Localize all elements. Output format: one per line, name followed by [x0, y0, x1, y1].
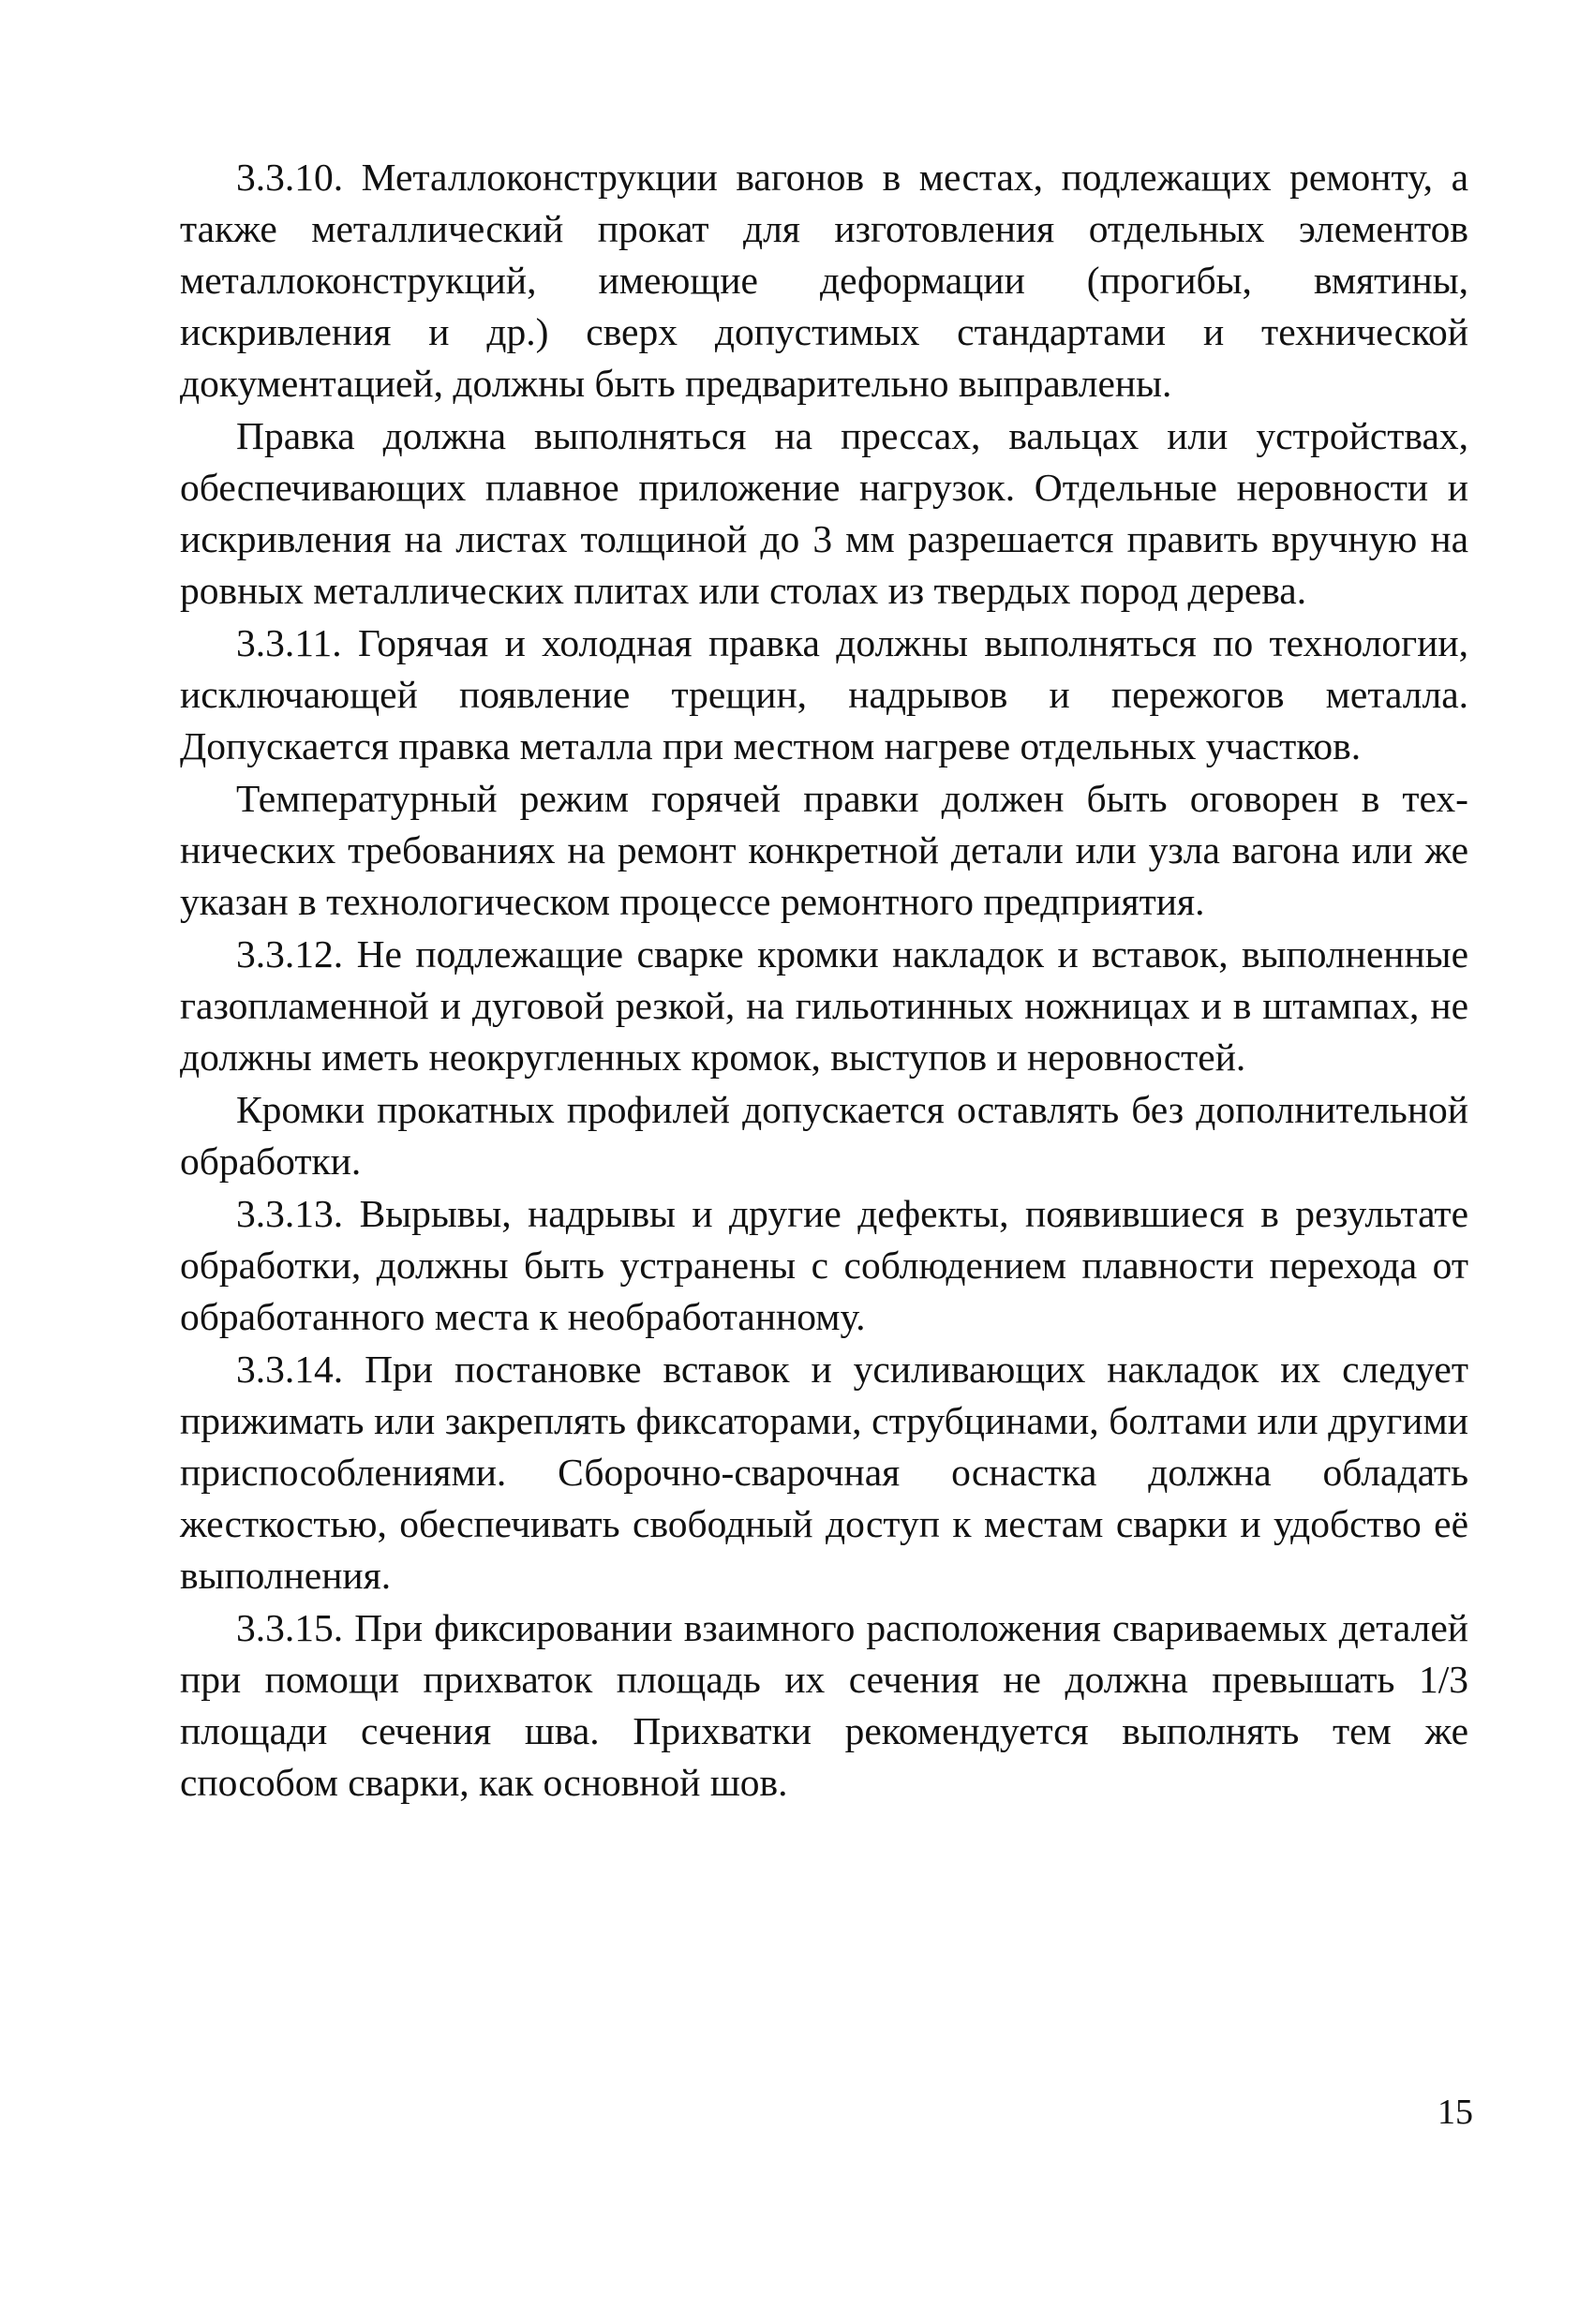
paragraph-hot-straightening-mode: Температурный режим горячей правки должен быть оговорен в технических требованиях на ремонт конкретной детали или узла вагона или же указан в технологическом процессе ремонтного предприятия. — [180, 777, 1468, 923]
paragraph-3-3-14: 3.3.14. При постановке вставок и усиливающих накладок их следует прижимать или закреплять фиксаторами, струбцинами, болтами или другими приспособлениями. Сборочно-сварочная оснастка должна обладать жесткостью, обеспечивать свободный доступ к местам сварки и удобство её выполнения. — [180, 1348, 1468, 1597]
paragraph-straightening-methods: Правка должна выполняться на прессах, вальцах или устройствах, обеспечивающих плавное приложение нагрузок. Отдельные неровности и искривления на листах толщиной до 3 мм разрешается править вручную на ровных металлических плитах или столах из твердых пород дерева. — [180, 414, 1468, 612]
paragraph-3-3-13: 3.3.13. Вырывы, надрывы и другие дефекты, появившиеся в результате обработки, должны быть устранены с соблюдением плавности перехода от обработанного места к необработанному. — [180, 1192, 1468, 1338]
paragraph-3-3-15: 3.3.15. При фиксировании взаимного расположения свариваемых деталей при помощи прихваток площадь их сечения не должна превышать 1/3 площади сечения шва. Прихватки рекомендуется выполнять тем же способом сварки, как основной шов. — [180, 1606, 1468, 1804]
page-number: 15 — [1438, 2093, 1473, 2132]
paragraph-rolled-profile-edges: Кромки прокатных профилей допускается оставлять без дополнительной обработки. — [180, 1088, 1468, 1183]
body-text — [180, 152, 1468, 1809]
paragraph-3-3-12: 3.3.12. Не подлежащие сварке кромки накладок и вставок, выполненные газопламенной и дуговой резкой, на гильотинных ножницах и в штампах, не должны иметь неокругленных кромок, выступов и неровностей. — [180, 932, 1468, 1079]
paragraph-3-3-10: 3.3.10. Металлоконструкции вагонов в местах, подлежащих ремонту, а также металлический прокат для изготовления отдельных элементов металлоконструкций, имеющие деформации (прогибы, вмятины, искривления и др.) сверх допустимых стандартами и технической документацией, должны быть предварительно выправлены. — [180, 156, 1468, 405]
paragraph-3-3-11: 3.3.11. Горячая и холодная правка должны выполняться по технологии, исключающей появление трещин, надрывов и пережогов металла. Допускается правка металла при местном нагреве отдельных участков. — [180, 621, 1468, 767]
